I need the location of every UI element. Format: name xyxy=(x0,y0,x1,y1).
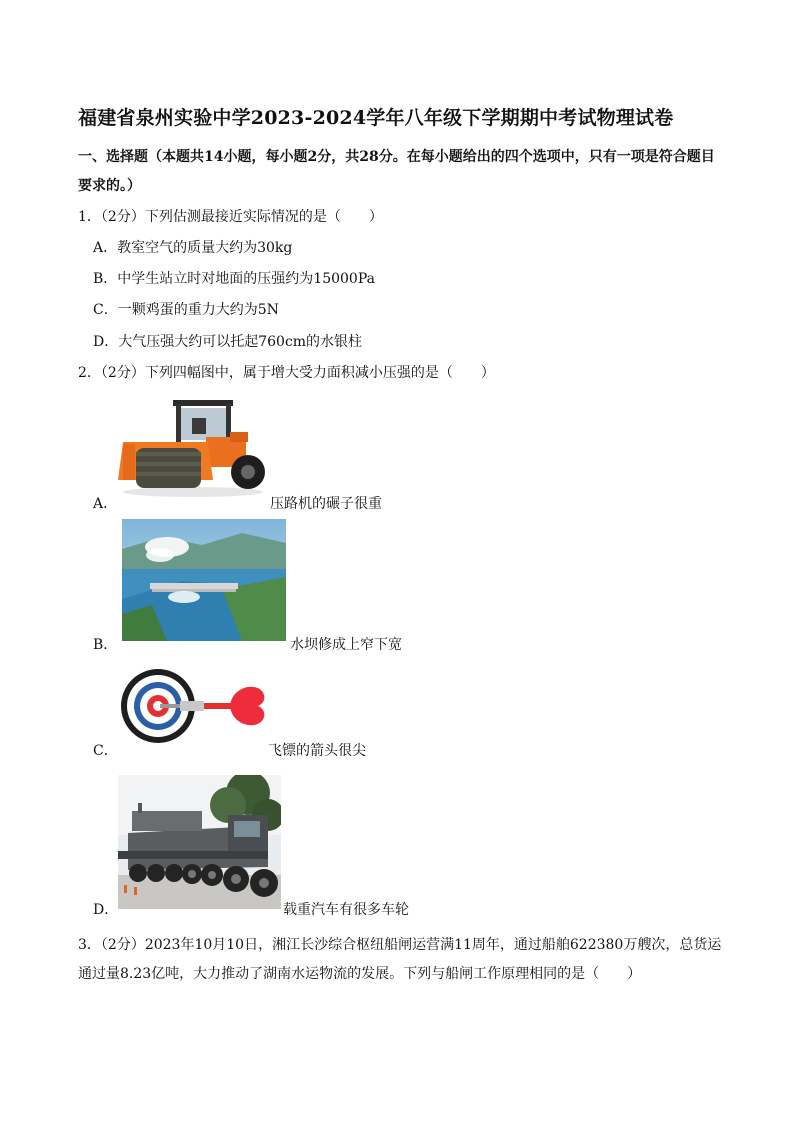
question-2-option-c-letter: C． xyxy=(93,743,118,759)
question-2-option-a-caption: 压路机的碾子很重 xyxy=(270,496,382,512)
heavy-truck-photo xyxy=(118,775,281,909)
question-1-stem: 1．（2分）下列估测最接近实际情况的是（ ） xyxy=(78,209,383,225)
question-1-option-a: A．教室空气的质量大约为30kg xyxy=(93,240,293,256)
dart-target-photo xyxy=(120,663,268,749)
question-2-option-b-letter: B． xyxy=(93,637,118,653)
question-1-option-c: C．一颗鸡蛋的重力大约为5N xyxy=(93,302,279,318)
question-2-option-c-caption: 飞镖的箭头很尖 xyxy=(268,743,366,759)
dam-photo xyxy=(122,519,286,641)
exam-title: 福建省泉州实验中学2023-2024学年八年级下学期期中考试物理试卷 xyxy=(78,107,674,129)
question-3-stem: 3．（2分）2023年10月10日，湘江长沙综合枢纽船闸运营满11周年，通过船舶622380万艘次，总货运通过量8.23亿吨，大力推动了湖南水运物流的发展。下列与船闸工作原理相同的是（ ） xyxy=(78,937,722,982)
question-2-option-d-letter: D． xyxy=(93,902,119,918)
road-roller-photo xyxy=(118,392,268,497)
question-1-option-b: B．中学生站立时对地面的压强约为15000Pa xyxy=(93,271,375,287)
question-2-option-d-caption: 载重汽车有很多车轮 xyxy=(283,902,409,918)
question-1-option-d: D．大气压强大约可以托起760cm的水银柱 xyxy=(93,334,363,350)
question-2-option-a-letter: A． xyxy=(93,496,118,512)
question-2-stem: 2．（2分）下列四幅图中，属于增大受力面积减小压强的是（ ） xyxy=(78,365,495,381)
question-2-option-b-caption: 水坝修成上窄下宽 xyxy=(290,637,402,653)
section-heading: 一、选择题（本题共14小题，每小题2分，共28分。在每小题给出的四个选项中，只有一项是符合题目要求的。） xyxy=(78,149,715,194)
